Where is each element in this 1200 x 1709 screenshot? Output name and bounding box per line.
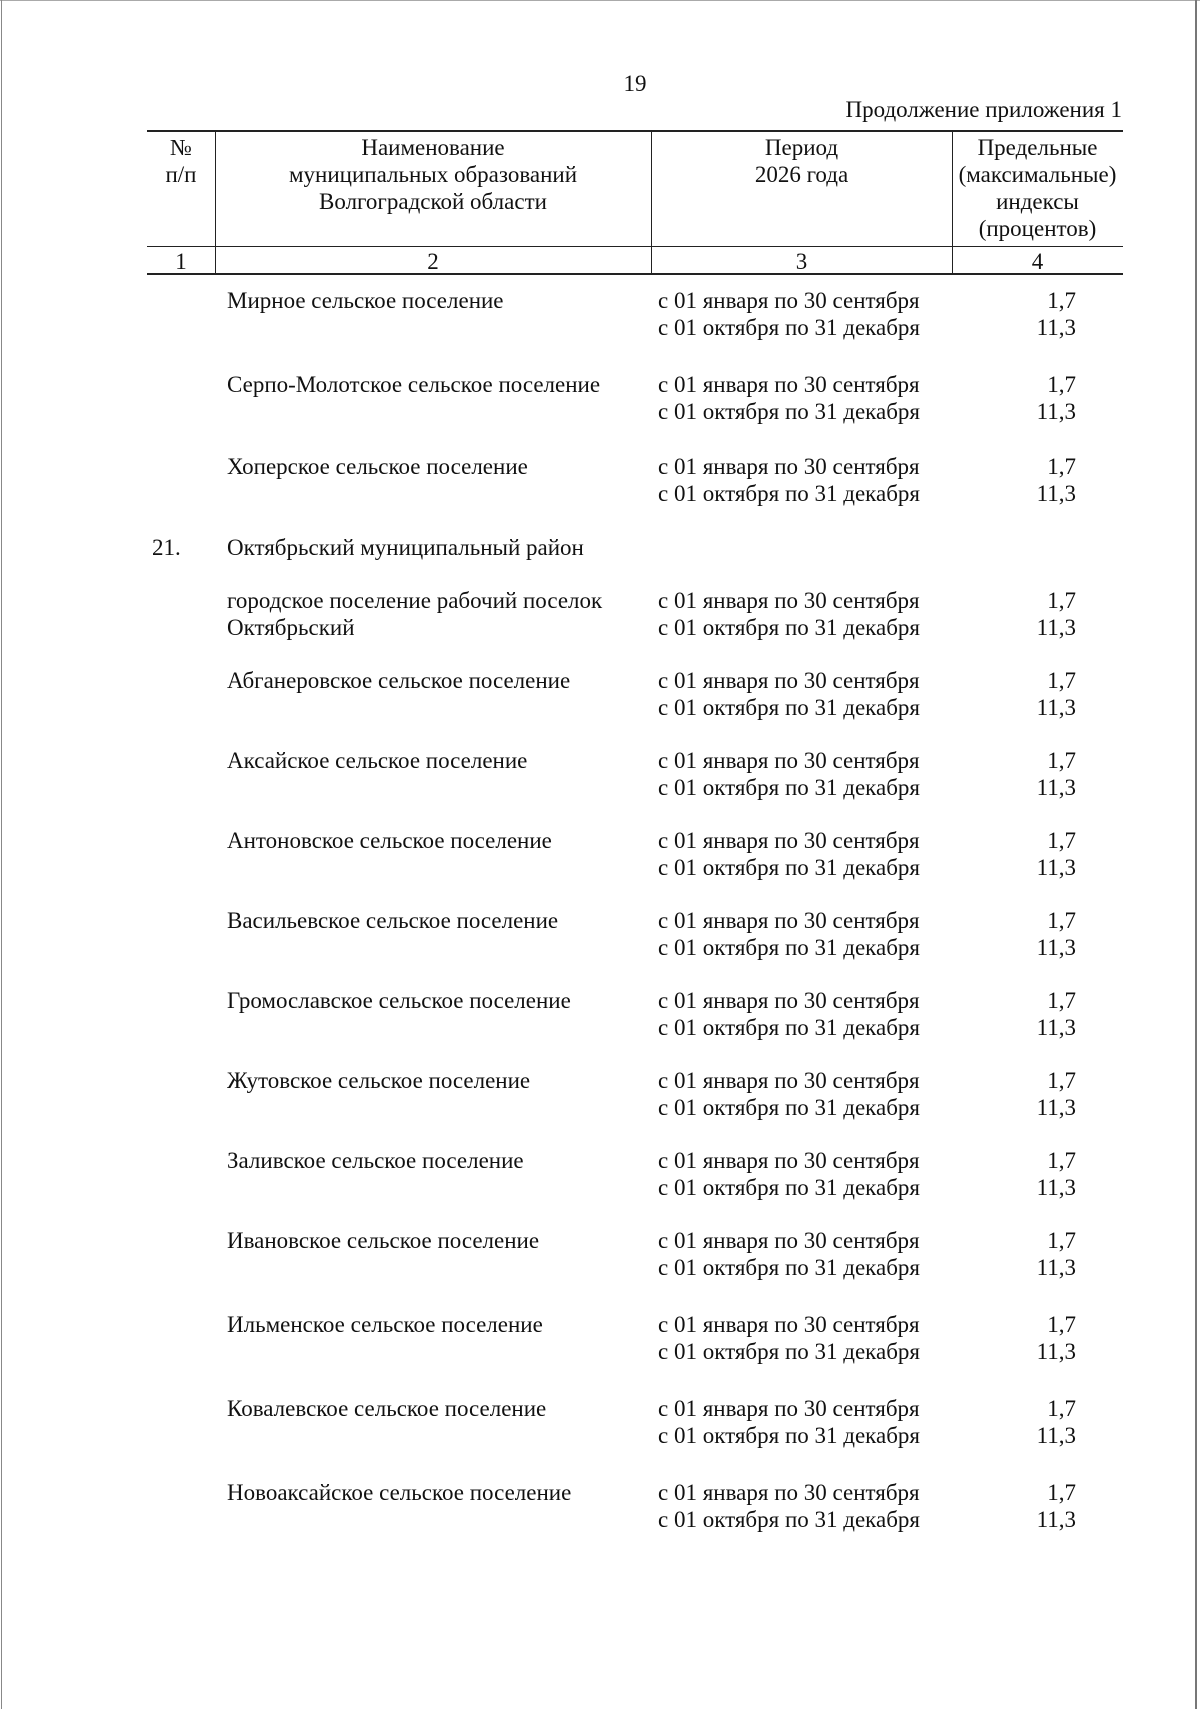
table-row (0, 1395, 1200, 1455)
header-col-name (215, 134, 651, 215)
period-line: с 01 января по 30 сентября (658, 668, 920, 693)
index-value: 1,7 (1047, 1312, 1076, 1337)
header-col-period (651, 134, 952, 188)
index-cell (976, 1067, 1076, 1121)
header-text: № (170, 135, 192, 160)
period-line: с 01 января по 30 сентября (658, 1312, 920, 1337)
table-row (0, 1227, 1200, 1287)
name-line: Антоновское сельское поселение (227, 828, 552, 853)
period-line: с 01 октября по 31 декабря (658, 1015, 920, 1040)
name-line: Новоаксайское сельское поселение (227, 1480, 572, 1505)
period-line: с 01 октября по 31 декабря (658, 1507, 920, 1532)
period-cell (658, 371, 958, 425)
period-line: с 01 января по 30 сентября (658, 288, 920, 313)
period-cell (658, 1479, 958, 1533)
header-text: 2026 года (754, 162, 849, 187)
period-cell (658, 1395, 958, 1449)
header-text: Волгоградской области (319, 189, 547, 214)
page-number: 19 (623, 71, 647, 96)
table-row (0, 1479, 1200, 1539)
continuation-label: Продолжение приложения 1 (845, 97, 1122, 122)
settlement-name (227, 1395, 647, 1422)
period-line: с 01 января по 30 сентября (658, 828, 920, 853)
header-col-index (952, 134, 1123, 242)
period-line: с 01 января по 30 сентября (658, 454, 920, 479)
index-cell (976, 587, 1076, 641)
index-value: 1,7 (1047, 828, 1076, 853)
index-value: 1,7 (1047, 668, 1076, 693)
settlement-name (227, 287, 647, 314)
index-value: 11,3 (1036, 935, 1076, 960)
period-line: с 01 января по 30 сентября (658, 1068, 920, 1093)
index-cell (976, 1311, 1076, 1365)
index-value: 1,7 (1047, 1396, 1076, 1421)
header-text: муниципальных образований (288, 162, 578, 187)
header-text: Период (764, 135, 839, 160)
period-line: с 01 октября по 31 декабря (658, 315, 920, 340)
settlement-name (227, 587, 647, 641)
index-cell (976, 287, 1076, 341)
period-line: с 01 октября по 31 декабря (658, 775, 920, 800)
table-row (0, 287, 1200, 347)
period-cell (658, 1311, 958, 1365)
period-line: с 01 октября по 31 декабря (658, 399, 920, 424)
index-cell (976, 371, 1076, 425)
index-cell (976, 907, 1076, 961)
period-cell (658, 907, 958, 961)
index-cell (976, 1395, 1076, 1449)
period-cell (658, 827, 958, 881)
index-value: 1,7 (1047, 454, 1076, 479)
header-text: п/п (165, 162, 197, 187)
index-value: 1,7 (1047, 588, 1076, 613)
name-line: Октябрьский (227, 615, 355, 640)
name-line: Громославское сельское поселение (227, 988, 571, 1013)
index-value: 11,3 (1036, 1015, 1076, 1040)
period-line: с 01 октября по 31 декабря (658, 1175, 920, 1200)
period-line: с 01 октября по 31 декабря (658, 695, 920, 720)
table-row (0, 1067, 1200, 1127)
index-value: 11,3 (1036, 315, 1076, 340)
period-cell (658, 587, 958, 641)
table-row (0, 987, 1200, 1047)
table-row (0, 667, 1200, 727)
index-value: 1,7 (1047, 1228, 1076, 1253)
header-text: (максимальные) (958, 162, 1117, 187)
name-line: Хоперское сельское поселение (227, 454, 528, 479)
period-line: с 01 января по 30 сентября (658, 988, 920, 1013)
header-text: Предельные (977, 135, 1098, 160)
period-cell (658, 987, 958, 1041)
period-line: с 01 января по 30 сентября (658, 908, 920, 933)
period-line: с 01 января по 30 сентября (658, 748, 920, 773)
period-line: с 01 января по 30 сентября (658, 1148, 920, 1173)
index-value: 11,3 (1036, 775, 1076, 800)
header-col-number (147, 134, 215, 188)
index-value: 11,3 (1036, 615, 1076, 640)
period-line: с 01 октября по 31 декабря (658, 615, 920, 640)
settlement-name (227, 1311, 647, 1338)
index-cell (976, 453, 1076, 507)
index-value: 11,3 (1036, 855, 1076, 880)
period-line: с 01 октября по 31 декабря (658, 1423, 920, 1448)
period-line: с 01 октября по 31 декабря (658, 1095, 920, 1120)
table-row (0, 907, 1200, 967)
settlement-name (227, 907, 647, 934)
period-line: с 01 октября по 31 декабря (658, 1255, 920, 1280)
period-line: с 01 октября по 31 декабря (658, 855, 920, 880)
index-value: 1,7 (1047, 1480, 1076, 1505)
name-line: Серпо-Молотское сельское поселение (227, 372, 601, 397)
name-line: Ивановское сельское поселение (227, 1228, 540, 1253)
index-cell (976, 827, 1076, 881)
period-cell (658, 1147, 958, 1201)
period-cell (658, 1227, 958, 1281)
header-text: Наименование (361, 135, 505, 160)
settlement-name (227, 827, 647, 854)
table-row (0, 371, 1200, 431)
index-value: 11,3 (1036, 1175, 1076, 1200)
index-value: 11,3 (1036, 481, 1076, 506)
index-value: 11,3 (1036, 695, 1076, 720)
column-number: 1 (175, 249, 187, 274)
header-number-divider (147, 246, 1123, 247)
period-cell (658, 667, 958, 721)
period-line: с 01 января по 30 сентября (658, 1228, 920, 1253)
settlement-name (227, 747, 647, 774)
period-cell (658, 747, 958, 801)
name-line: Жутовское сельское поселение (227, 1068, 531, 1093)
scan-edge-top (0, 0, 1200, 1)
index-cell (976, 1227, 1076, 1281)
table-row (0, 453, 1200, 513)
district-heading (0, 534, 1200, 564)
name-line: Абганеровское сельское поселение (227, 668, 571, 693)
settlement-name (227, 1147, 647, 1174)
index-cell (976, 987, 1076, 1041)
index-value: 11,3 (1036, 1507, 1076, 1532)
period-line: с 01 октября по 31 декабря (658, 481, 920, 506)
index-value: 1,7 (1047, 908, 1076, 933)
column-number: 2 (427, 249, 439, 274)
name-line: Ковалевское сельское поселение (227, 1396, 547, 1421)
district-number: 21. (152, 535, 181, 560)
index-cell (976, 1479, 1076, 1533)
table-row (0, 1311, 1200, 1371)
period-line: с 01 октября по 31 декабря (658, 935, 920, 960)
index-value: 11,3 (1036, 399, 1076, 424)
settlement-name (227, 987, 647, 1014)
period-line: с 01 октября по 31 декабря (658, 1339, 920, 1364)
index-value: 11,3 (1036, 1339, 1076, 1364)
settlement-name (227, 667, 647, 694)
name-line: городское поселение рабочий поселок (227, 588, 603, 613)
name-line: Заливское сельское поселение (227, 1148, 524, 1173)
table-row (0, 587, 1200, 647)
period-cell (658, 1067, 958, 1121)
table-row (0, 827, 1200, 887)
settlement-name (227, 1479, 647, 1506)
index-value: 1,7 (1047, 288, 1076, 313)
index-value: 1,7 (1047, 748, 1076, 773)
index-value: 1,7 (1047, 1068, 1076, 1093)
index-value: 11,3 (1036, 1095, 1076, 1120)
settlement-name (227, 371, 647, 398)
table-header (147, 130, 1123, 275)
table-row (0, 1147, 1200, 1207)
index-value: 1,7 (1047, 988, 1076, 1013)
table-row (0, 747, 1200, 807)
index-value: 11,3 (1036, 1423, 1076, 1448)
period-line: с 01 января по 30 сентября (658, 1396, 920, 1421)
period-line: с 01 января по 30 сентября (658, 588, 920, 613)
column-number: 3 (795, 249, 808, 274)
index-value: 1,7 (1047, 372, 1076, 397)
index-cell (976, 747, 1076, 801)
index-cell (976, 667, 1076, 721)
period-cell (658, 287, 958, 341)
district-name: Октябрьский муниципальный район (227, 535, 584, 560)
settlement-name (227, 1067, 647, 1094)
name-line: Ильменское сельское поселение (227, 1312, 543, 1337)
period-cell (658, 453, 958, 507)
name-line: Васильевское сельское поселение (227, 908, 559, 933)
period-line: с 01 января по 30 сентября (658, 1480, 920, 1505)
header-text: индексы (996, 189, 1079, 214)
period-line: с 01 января по 30 сентября (658, 372, 920, 397)
index-value: 11,3 (1036, 1255, 1076, 1280)
index-value: 1,7 (1047, 1148, 1076, 1173)
name-line: Аксайское сельское поселение (227, 748, 528, 773)
name-line: Мирное сельское поселение (227, 288, 504, 313)
settlement-name (227, 1227, 647, 1254)
header-text: (процентов) (978, 216, 1097, 241)
column-number: 4 (1031, 249, 1044, 274)
settlement-name (227, 453, 647, 480)
index-cell (976, 1147, 1076, 1201)
